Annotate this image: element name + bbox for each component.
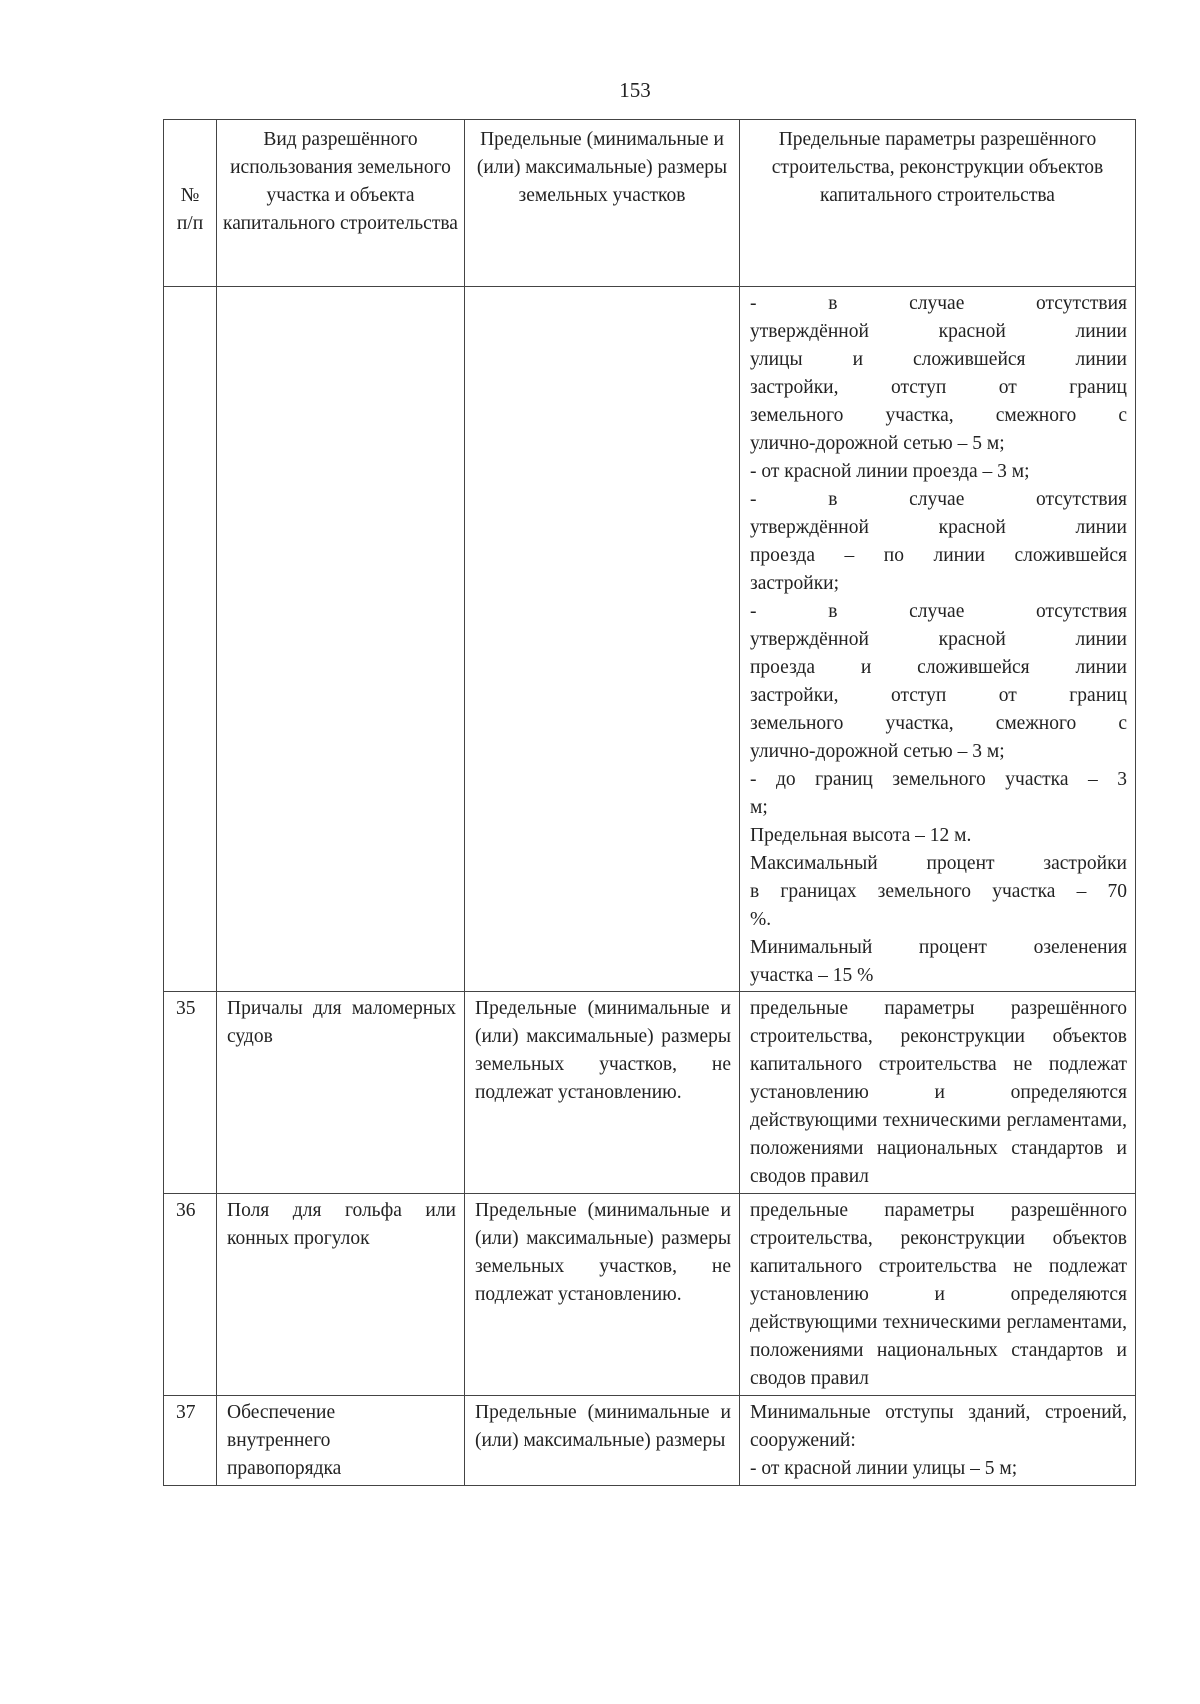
cell-size: Предельные (минимальные и (или) максимальные) размеры земельных участков, не подлежат установлению.	[465, 992, 740, 1194]
param-line: - в случае отсутствия	[750, 601, 1127, 622]
cell-use: Поля для гольфа или конных прогулок	[217, 1194, 465, 1396]
param-line: - до границ земельного участка – 3	[750, 769, 1127, 790]
table-row-37	[164, 1396, 1136, 1486]
header-plot-size: Предельные (минимальные и (или) максимальные) размеры земельных участков	[465, 120, 740, 287]
cell-size: Предельные (минимальные и (или) максимальные) размеры земельных участков, не подлежат установлению.	[465, 1194, 740, 1396]
cell-size: Предельные (минимальные и (или) максимальные) размеры	[465, 1396, 740, 1486]
cell-params	[740, 287, 1136, 992]
param-line: утверждённой красной линии	[750, 321, 1127, 342]
header-number	[164, 120, 217, 287]
param-line: улицы и сложившейся линии	[750, 349, 1127, 370]
param-line: Предельная высота – 12 м.	[750, 825, 972, 846]
param-line: проезда – по линии сложившейся	[750, 545, 1127, 566]
table-header-row	[164, 120, 1136, 287]
table-row-36	[164, 1194, 1136, 1396]
cell-num: 36	[164, 1194, 217, 1396]
header-permitted-use: Вид разрешённого использования земельного участка и объекта капитального строительства	[217, 120, 465, 287]
cell-size	[465, 287, 740, 992]
table-row-continuation	[164, 287, 1136, 992]
cell-params: Минимальные отступы зданий, строений, сооружений: - от красной линии улицы – 5 м;	[740, 1396, 1136, 1486]
cell-params: предельные параметры разрешённого строительства, реконструкции объектов капитального строительства не подлежат установлению и определяются действующими техническими регламентами, положениями национальных стандартов и сводов правил	[740, 992, 1136, 1194]
param-line: Максимальный процент застройки	[750, 853, 1127, 874]
param-line: - в случае отсутствия	[750, 293, 1127, 314]
param-line: м;	[750, 797, 768, 818]
param-line: утверждённой красной линии	[750, 629, 1127, 650]
param-line: улично-дорожной сетью – 3 м;	[750, 741, 1005, 762]
cell-use: Причалы для маломерных судов	[217, 992, 465, 1194]
cell-params: предельные параметры разрешённого строительства, реконструкции объектов капитального строительства не подлежат установлению и определяются действующими техническими регламентами, положениями национальных стандартов и сводов правил	[740, 1194, 1136, 1396]
zoning-parameters-table	[163, 119, 1136, 1486]
param-line: в границах земельного участка – 70	[750, 881, 1127, 902]
param-line: - от красной линии проезда – 3 м;	[750, 461, 1030, 482]
param-line: участка – 15 %	[750, 965, 874, 986]
param-line: улично-дорожной сетью – 5 м;	[750, 433, 1005, 454]
param-line: застройки;	[750, 573, 840, 594]
param-line: Минимальный процент озеленения	[750, 937, 1127, 958]
header-number-sign: №	[180, 185, 200, 206]
cell-num: 37	[164, 1396, 217, 1486]
cell-use	[217, 287, 465, 992]
param-line: утверждённой красной линии	[750, 517, 1127, 538]
param-line: - в случае отсутствия	[750, 489, 1127, 510]
cell-num: 35	[164, 992, 217, 1194]
param-line: застройки, отступ от границ	[750, 685, 1127, 706]
table-row-35	[164, 992, 1136, 1194]
page-number: 153	[619, 78, 651, 102]
param-line: застройки, отступ от границ	[750, 377, 1127, 398]
header-number-abbrev: п/п	[176, 213, 204, 234]
param-line: земельного участка, смежного с	[750, 713, 1127, 734]
cell-num	[164, 287, 217, 992]
header-construction-params: Предельные параметры разрешённого строительства, реконструкции объектов капитального строительства	[740, 120, 1136, 287]
param-line: проезда и сложившейся линии	[750, 657, 1127, 678]
cell-use: Обеспечение внутреннего правопорядка	[217, 1396, 465, 1486]
param-line: земельного участка, смежного с	[750, 405, 1127, 426]
param-line: %.	[750, 909, 772, 930]
